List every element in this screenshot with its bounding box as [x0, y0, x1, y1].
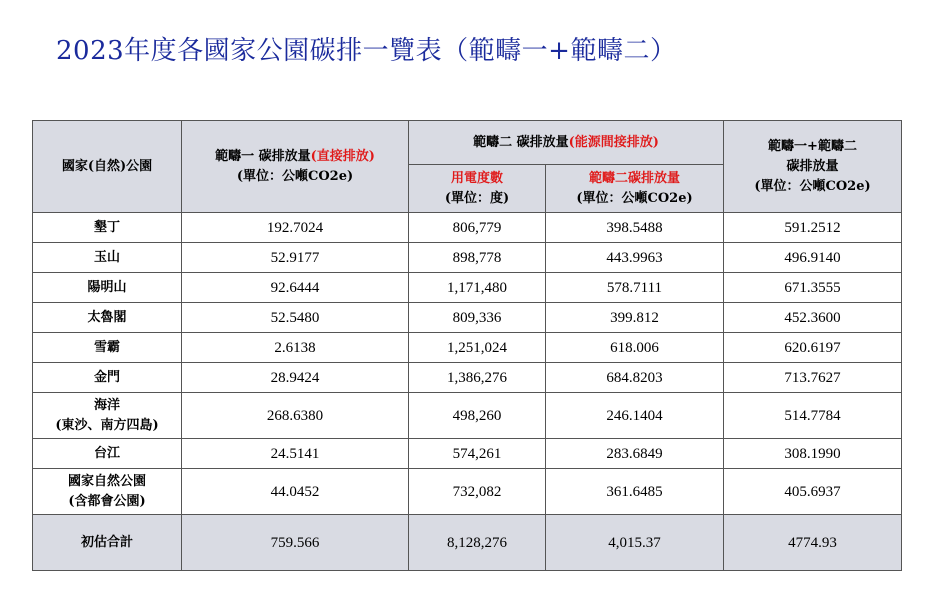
- scope1-cell: 268.6380: [182, 393, 409, 439]
- electricity-cell: 574,261: [409, 439, 546, 469]
- table-row: [33, 363, 902, 393]
- table-row: [33, 393, 902, 439]
- header-scope1: [182, 121, 409, 213]
- table-row: [33, 243, 902, 273]
- total-row-label: 初估合計: [33, 515, 182, 571]
- park-name-cell: [33, 333, 182, 363]
- total-row: [33, 515, 902, 571]
- page-title: 2023年度各國家公園碳排一覽表（範疇一+範疇二）: [56, 36, 677, 66]
- table-row: [33, 273, 902, 303]
- park-name-cell: [33, 393, 182, 439]
- scope2-cell: 399.812: [546, 303, 724, 333]
- header-scope1-label: 範疇一 碳排放量: [215, 148, 311, 164]
- total-cell: 671.3555: [724, 273, 902, 303]
- park-name-cell: [33, 469, 182, 515]
- park-name-line: 墾丁: [93, 219, 120, 235]
- scope1-cell: 52.9177: [182, 243, 409, 273]
- carbon-emission-table: [32, 120, 902, 571]
- scope2-cell: 246.1404: [546, 393, 724, 439]
- header-scope1-unit: (單位：公噸CO2e): [236, 168, 354, 184]
- header-total-line1: 範疇一+範疇二: [768, 138, 857, 154]
- table-body: [33, 213, 902, 571]
- electricity-cell: 732,082: [409, 469, 546, 515]
- total-cell: 405.6937: [724, 469, 902, 515]
- electricity-cell: 1,251,024: [409, 333, 546, 363]
- electricity-cell: 1,171,480: [409, 273, 546, 303]
- total-scope2-cell: 4,015.37: [546, 515, 724, 571]
- park-name-cell: [33, 363, 182, 393]
- total-cell: 713.7627: [724, 363, 902, 393]
- header-total-unit: (單位：公噸CO2e): [754, 178, 871, 194]
- total-electricity-cell: 8,128,276: [409, 515, 546, 571]
- header-electricity: [409, 165, 546, 213]
- table-row: [33, 213, 902, 243]
- table-row: [33, 469, 902, 515]
- park-name-cell: [33, 303, 182, 333]
- header-scope2-indirect: (能源間接排放): [568, 134, 659, 150]
- park-name-line: 國家自然公園: [67, 473, 146, 489]
- total-cell: 620.6197: [724, 333, 902, 363]
- total-cell: 452.3600: [724, 303, 902, 333]
- table-row: [33, 303, 902, 333]
- scope1-cell: 2.6138: [182, 333, 409, 363]
- scope2-cell: 578.7111: [546, 273, 724, 303]
- header-scope2-emission-label: 範疇二碳排放量: [588, 170, 680, 186]
- park-name-line: 雪霸: [93, 339, 120, 355]
- scope1-cell: 44.0452: [182, 469, 409, 515]
- scope1-cell: 24.5141: [182, 439, 409, 469]
- park-name-cell: [33, 213, 182, 243]
- table-row: [33, 333, 902, 363]
- electricity-cell: 809,336: [409, 303, 546, 333]
- total-cell: 514.7784: [724, 393, 902, 439]
- scope2-cell: 618.006: [546, 333, 724, 363]
- scope1-cell: 52.5480: [182, 303, 409, 333]
- electricity-cell: 806,779: [409, 213, 546, 243]
- electricity-cell: 898,778: [409, 243, 546, 273]
- total-cell: 308.1990: [724, 439, 902, 469]
- scope2-cell: 443.9963: [546, 243, 724, 273]
- header-scope2: [409, 121, 724, 165]
- header-total-line2: 碳排放量: [786, 158, 839, 174]
- total-cell: 591.2512: [724, 213, 902, 243]
- header-electricity-unit: (單位：度): [444, 190, 510, 206]
- scope2-cell: 398.5488: [546, 213, 724, 243]
- electricity-cell: 498,260: [409, 393, 546, 439]
- park-name-line: (含都會公園): [68, 493, 146, 509]
- park-name-line: 陽明山: [87, 279, 127, 295]
- scope1-cell: 192.7024: [182, 213, 409, 243]
- header-total: [724, 121, 902, 213]
- electricity-cell: 1,386,276: [409, 363, 546, 393]
- scope1-cell: 28.9424: [182, 363, 409, 393]
- park-name-cell: [33, 243, 182, 273]
- total-scope1-cell: 759.566: [182, 515, 409, 571]
- total-total-cell: 4774.93: [724, 515, 902, 571]
- park-name-line: 太魯閣: [87, 309, 127, 325]
- scope2-cell: 361.6485: [546, 469, 724, 515]
- scope2-cell: 684.8203: [546, 363, 724, 393]
- park-name-line: 金門: [93, 369, 120, 385]
- table-row: [33, 439, 902, 469]
- total-cell: 496.9140: [724, 243, 902, 273]
- header-scope2-label: 範疇二 碳排放量: [473, 134, 569, 150]
- park-name-line: (東沙、南方四島): [55, 417, 159, 433]
- park-name-line: 海洋: [93, 397, 120, 413]
- header-park: 國家(自然)公園: [33, 121, 182, 213]
- scope2-cell: 283.6849: [546, 439, 724, 469]
- park-name-cell: [33, 439, 182, 469]
- header-scope2-emission-unit: (單位：公噸CO2e): [576, 190, 693, 206]
- header-electricity-label: 用電度數: [450, 170, 503, 186]
- header-scope1-direct: (直接排放): [310, 148, 375, 164]
- park-name-cell: [33, 273, 182, 303]
- scope1-cell: 92.6444: [182, 273, 409, 303]
- park-name-line: 台江: [93, 445, 120, 461]
- park-name-line: 玉山: [93, 249, 120, 265]
- header-scope2-emission: [546, 165, 724, 213]
